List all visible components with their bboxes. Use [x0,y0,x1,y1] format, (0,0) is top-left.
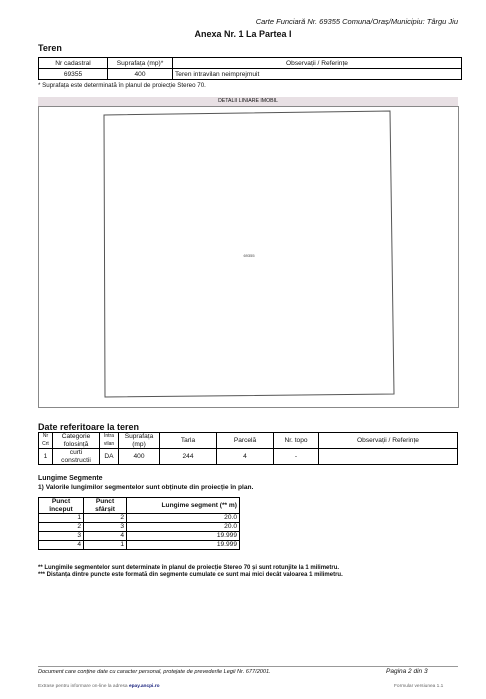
cell-observatii: Teren intravilan neimprejmuit [173,69,462,80]
cell-categorie: curti constructii [53,449,100,465]
cell-inceput: 2 [39,523,84,532]
cell-sfarsit: 2 [84,514,127,523]
cell-lungime: 20.0 [127,514,240,523]
table-row [39,514,240,523]
cell-suprafata: 400 [119,449,160,465]
table-row [39,69,462,80]
col-nr-topo: Nr. topo [274,433,319,449]
col-lungime: Lungime segment (** m) [127,498,240,514]
cell-sfarsit: 1 [84,541,127,550]
footer-extras-text: Extrase pentru informare on-line la adresa [38,684,128,689]
lungime-note-1: ** Lungimile segmentelor sunt determinate în planul de proiecție Stereo 70 și sunt rotunjite la 1 milimetru. [38,565,340,571]
cell-nr-cadastral: 69355 [39,69,108,80]
teren-table [38,57,462,80]
lungime-note-2: *** Distanța dintre puncte este formată din segmente cumulate ce sunt mai mici decât valoarea 1 milimetru. [38,572,343,578]
cell-nr-crt: 1 [39,449,53,465]
cell-lungime: 20.0 [127,523,240,532]
table-header-row [39,58,462,69]
table-header-row [39,498,240,514]
col-nr-cadastral: Nr cadastral [39,58,108,69]
date-referitoare-title: Date referitoare la teren [38,422,140,432]
cell-inceput: 1 [39,514,84,523]
footer-personal-data: Document care conține date cu caracter personal, protejate de prevederile Legii Nr. 677/2001. [38,669,271,675]
cell-inceput: 3 [39,532,84,541]
footer-page-number: Pagina 2 din 3 [386,668,428,675]
table-header-row [39,433,458,449]
col-punct-sfarsit: Punct sfârșit [84,498,127,514]
cell-intravilan: DA [100,449,119,465]
cell-suprafata: 400 [108,69,173,80]
parcel-drawing [38,106,459,408]
annex-title: Anexa Nr. 1 La Partea I [194,29,292,39]
cell-parcela: 4 [217,449,274,465]
carte-funciara-header: Carte Funciară Nr. 69355 Comuna/Oraș/Municipiu: Târgu Jiu [255,17,458,26]
detalii-liniare-bar: DETALII LINIARE IMOBIL [38,97,458,106]
col-suprafata: Suprafața (mp) [119,433,160,449]
cell-sfarsit: 4 [84,532,127,541]
cell-observatii [319,449,458,465]
col-punct-inceput: Punct început [39,498,84,514]
teren-note: * Suprafața este determinată în planul de proiecție Stereo 70. [38,82,206,89]
table-row [39,541,240,550]
table-row [39,449,458,465]
col-categorie: Categorie folosință [53,433,100,449]
lungime-table [38,497,240,550]
col-tarla: Tarla [160,433,217,449]
cell-nr-topo: - [274,449,319,465]
col-suprafata: Suprafața (mp)* [108,58,173,69]
table-row [39,532,240,541]
col-parcela: Parcelă [217,433,274,449]
parcel-label: 69355 [243,253,255,258]
teren-title: Teren [38,43,62,53]
parcel-drawing-svg [39,107,458,407]
col-intravilan: Intra vilan [100,433,119,449]
lungime-title: Lungime Segmente [38,475,103,482]
lungime-subtitle: 1) Valorile lungimilor segmentelor sunt obținute din proiecție în plan. [38,484,254,491]
table-row [39,523,240,532]
date-referitoare-table [38,432,458,465]
footer-version: Formular versiunea 1.1 [394,684,444,689]
col-nr-crt: Nr Crt [39,433,53,449]
footer-divider [38,666,458,667]
cell-lungime: 19.999 [127,532,240,541]
cell-lungime: 19.999 [127,541,240,550]
cell-inceput: 4 [39,541,84,550]
col-observatii: Observații / Referințe [173,58,462,69]
cell-tarla: 244 [160,449,217,465]
cell-sfarsit: 3 [84,523,127,532]
col-observatii: Observații / Referințe [319,433,458,449]
footer-extras [38,684,160,689]
footer-link[interactable]: epay.ancpi.ro [128,684,160,689]
